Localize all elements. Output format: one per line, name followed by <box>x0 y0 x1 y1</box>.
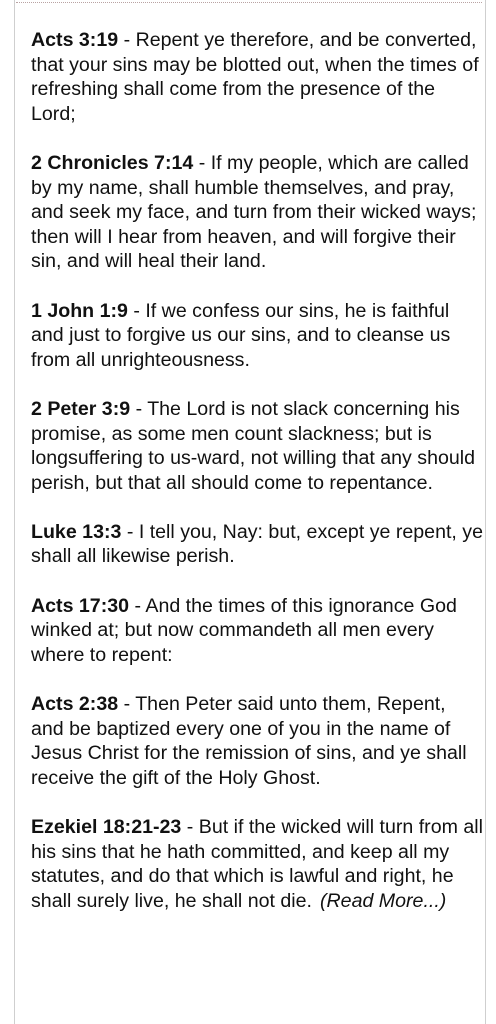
verse-text: And the times of this ignorance God winked at; but now commandeth all men every where to repent: <box>31 594 457 666</box>
verse-item <box>31 151 483 274</box>
verse-text: But if the wicked will turn from all his sins that he hath committed, and keep all my statutes, and do that which is lawful and right, he shall surely live, he shall not die. <box>31 816 483 912</box>
verse-item <box>31 692 483 790</box>
verse-item <box>31 594 483 668</box>
verse-reference: 1 John 1:9 <box>31 299 128 322</box>
verse-reference: Acts 2:38 <box>31 693 119 716</box>
verse-reference: Acts 17:30 <box>31 594 130 617</box>
left-border <box>14 0 15 1024</box>
verse-text: Repent ye therefore, and be converted, that your sins may be blotted out, when the times of refreshing shall come from the presence of the Lord; <box>31 29 479 125</box>
verse-reference: Acts 3:19 <box>31 29 119 51</box>
verse-list <box>31 28 483 938</box>
read-more-link[interactable]: (Read More...) <box>320 889 447 912</box>
verse-separator: - <box>121 520 139 543</box>
verse-separator: - <box>118 29 136 51</box>
verse-item <box>31 520 483 569</box>
verse-text: If we confess our sins, he is faithful and just to forgive us our sins, and to cleanse us from all unrighteousness. <box>31 299 451 371</box>
verse-text: Then Peter said unto them, Repent, and be baptized every one of you in the name of Jesus Christ for the remission of sins, and ye shall receive the gift of the Holy Ghost. <box>31 693 467 789</box>
verse-text: The Lord is not slack concerning his promise, as some men count slackness; but is longsuffering to us-ward, not willing that any should perish, but that all should come to repentance. <box>31 397 476 494</box>
verse-separator: - <box>127 299 146 322</box>
verse-separator: - <box>181 816 199 838</box>
verse-reference: 2 Peter 3:9 <box>31 397 131 420</box>
top-divider <box>16 2 482 3</box>
right-border <box>485 0 486 1024</box>
verse-separator: - <box>193 151 211 174</box>
verse-reference: 2 Chronicles 7:14 <box>31 151 194 174</box>
verse-item <box>31 397 483 495</box>
verse-item <box>31 815 483 913</box>
verse-reference: Luke 13:3 <box>31 520 122 543</box>
verse-separator: - <box>130 397 148 420</box>
verse-reference: Ezekiel 18:21-23 <box>31 816 182 838</box>
verse-text: If my people, which are called by my name, shall humble themselves, and pray, and seek my face, and turn from their wicked ways; then will I hear from heaven, and will forgive their sin, and will heal their land. <box>31 151 477 273</box>
verse-text: I tell you, Nay: but, except ye repent, ye shall all likewise perish. <box>31 520 483 568</box>
verse-separator: - <box>129 594 146 617</box>
verse-item <box>31 28 483 126</box>
verse-separator: - <box>118 693 136 716</box>
verse-item <box>31 299 483 373</box>
